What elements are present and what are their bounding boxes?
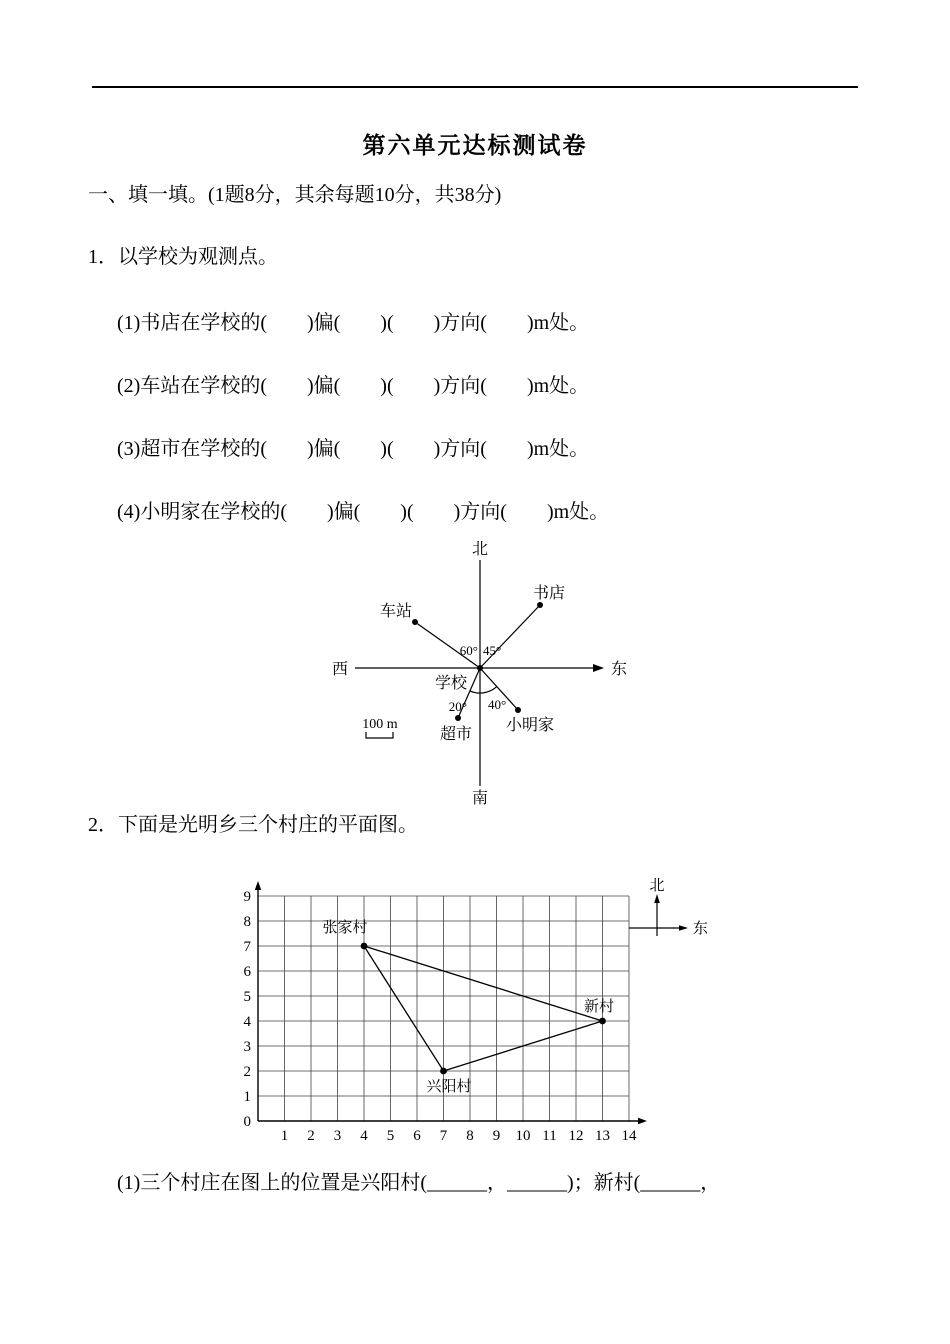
west-label: 西	[331, 661, 348, 678]
y-tick-3: 3	[243, 1039, 251, 1055]
question1-item-4: (4)小明家在学校的( )偏( )( )方向( )m处。	[117, 501, 610, 523]
y-tick-5: 5	[243, 989, 251, 1005]
page-title: 第六单元达标测试卷	[362, 132, 588, 158]
school-label: 学校	[434, 675, 468, 692]
direction-diagram	[300, 538, 660, 810]
x-tick-6: 6	[413, 1128, 421, 1144]
mini-compass-north-label: 北	[649, 878, 665, 894]
zhangjia-village-dot	[361, 943, 368, 950]
question1-item-3: (3)超市在学校的( )偏( )( )方向( )m处。	[117, 438, 590, 460]
angle-60-label: 60°	[459, 643, 478, 658]
x-axis-arrowhead	[638, 1118, 647, 1124]
x-tick-3: 3	[333, 1128, 342, 1144]
question1-item-2: (2)车站在学校的( )偏( )( )方向( )m处。	[117, 375, 590, 397]
y-tick-9: 9	[243, 889, 251, 905]
question2-stem: 2．下面是光明乡三个村庄的平面图。	[88, 814, 418, 836]
y-tick-2: 2	[243, 1064, 251, 1080]
question1-stem: 1．以学校为观测点。	[88, 246, 278, 268]
x-tick-2: 2	[307, 1128, 315, 1144]
xiaoming-home-label: 小明家	[506, 717, 555, 734]
header-rule	[92, 86, 858, 88]
mini-compass-north-arrowhead	[654, 894, 660, 903]
x-tick-8: 8	[466, 1128, 474, 1144]
east-label: 东	[611, 661, 628, 678]
x-tick-4: 4	[360, 1128, 368, 1144]
y-tick-1: 1	[243, 1089, 251, 1105]
angle-45-label: 45°	[483, 643, 502, 658]
angle-40-label: 40°	[488, 697, 507, 712]
x-tick-1: 1	[280, 1128, 289, 1144]
mini-compass-east-arrowhead	[679, 925, 688, 931]
bookstore-ray	[480, 605, 540, 668]
xincun-village-label: 新村	[583, 999, 615, 1015]
y-tick-0: 0	[243, 1114, 251, 1130]
bookstore-label: 书店	[532, 585, 566, 602]
bookstore-dot	[537, 602, 543, 608]
y-tick-7: 7	[243, 939, 251, 955]
xiaoming-dot	[515, 707, 521, 713]
village-triangle	[364, 946, 603, 1071]
y-tick-6: 6	[243, 964, 251, 980]
south-angle-arc	[470, 687, 497, 693]
scale-bracket	[366, 732, 393, 738]
x-tick-14: 14	[621, 1128, 637, 1144]
station-dot	[412, 619, 418, 625]
y-axis-arrowhead	[255, 881, 261, 890]
x-tick-13: 13	[595, 1128, 610, 1144]
y-tick-8: 8	[243, 914, 251, 930]
x-tick-5: 5	[386, 1128, 395, 1144]
east-arrowhead	[593, 664, 604, 672]
zhangjia-village-label: 张家村	[322, 920, 368, 936]
section-one-heading: 一、填一填。(1题8分，其余每题10分，共38分)	[88, 184, 502, 206]
x-tick-10: 10	[515, 1128, 531, 1144]
angle-20-label: 20°	[448, 699, 467, 714]
village-grid-map	[230, 878, 720, 1160]
x-tick-7: 7	[439, 1128, 448, 1144]
supermarket-label: 超市	[439, 726, 473, 743]
y-tick-4: 4	[243, 1014, 251, 1030]
scale-label: 100 m	[362, 717, 398, 732]
question1-item-1: (1)书店在学校的( )偏( )( )方向( )m处。	[117, 312, 590, 334]
mini-compass	[629, 878, 708, 937]
xingyang-village-dot	[440, 1068, 447, 1075]
question2-item-1: (1)三个村庄在图上的位置是兴阳村(______，______)；新村(______，	[117, 1172, 721, 1194]
mini-compass-east-label: 东	[693, 921, 709, 937]
x-tick-11: 11	[542, 1128, 557, 1144]
north-label: 北	[471, 541, 489, 558]
supermarket-dot	[455, 715, 461, 721]
station-label: 车站	[379, 603, 412, 620]
xingyang-village-label: 兴阳村	[426, 1079, 472, 1095]
south-label: 南	[471, 790, 489, 807]
x-tick-9: 9	[492, 1128, 501, 1144]
x-tick-12: 12	[568, 1128, 584, 1144]
xincun-village-dot	[599, 1018, 606, 1025]
school-dot	[477, 665, 483, 671]
